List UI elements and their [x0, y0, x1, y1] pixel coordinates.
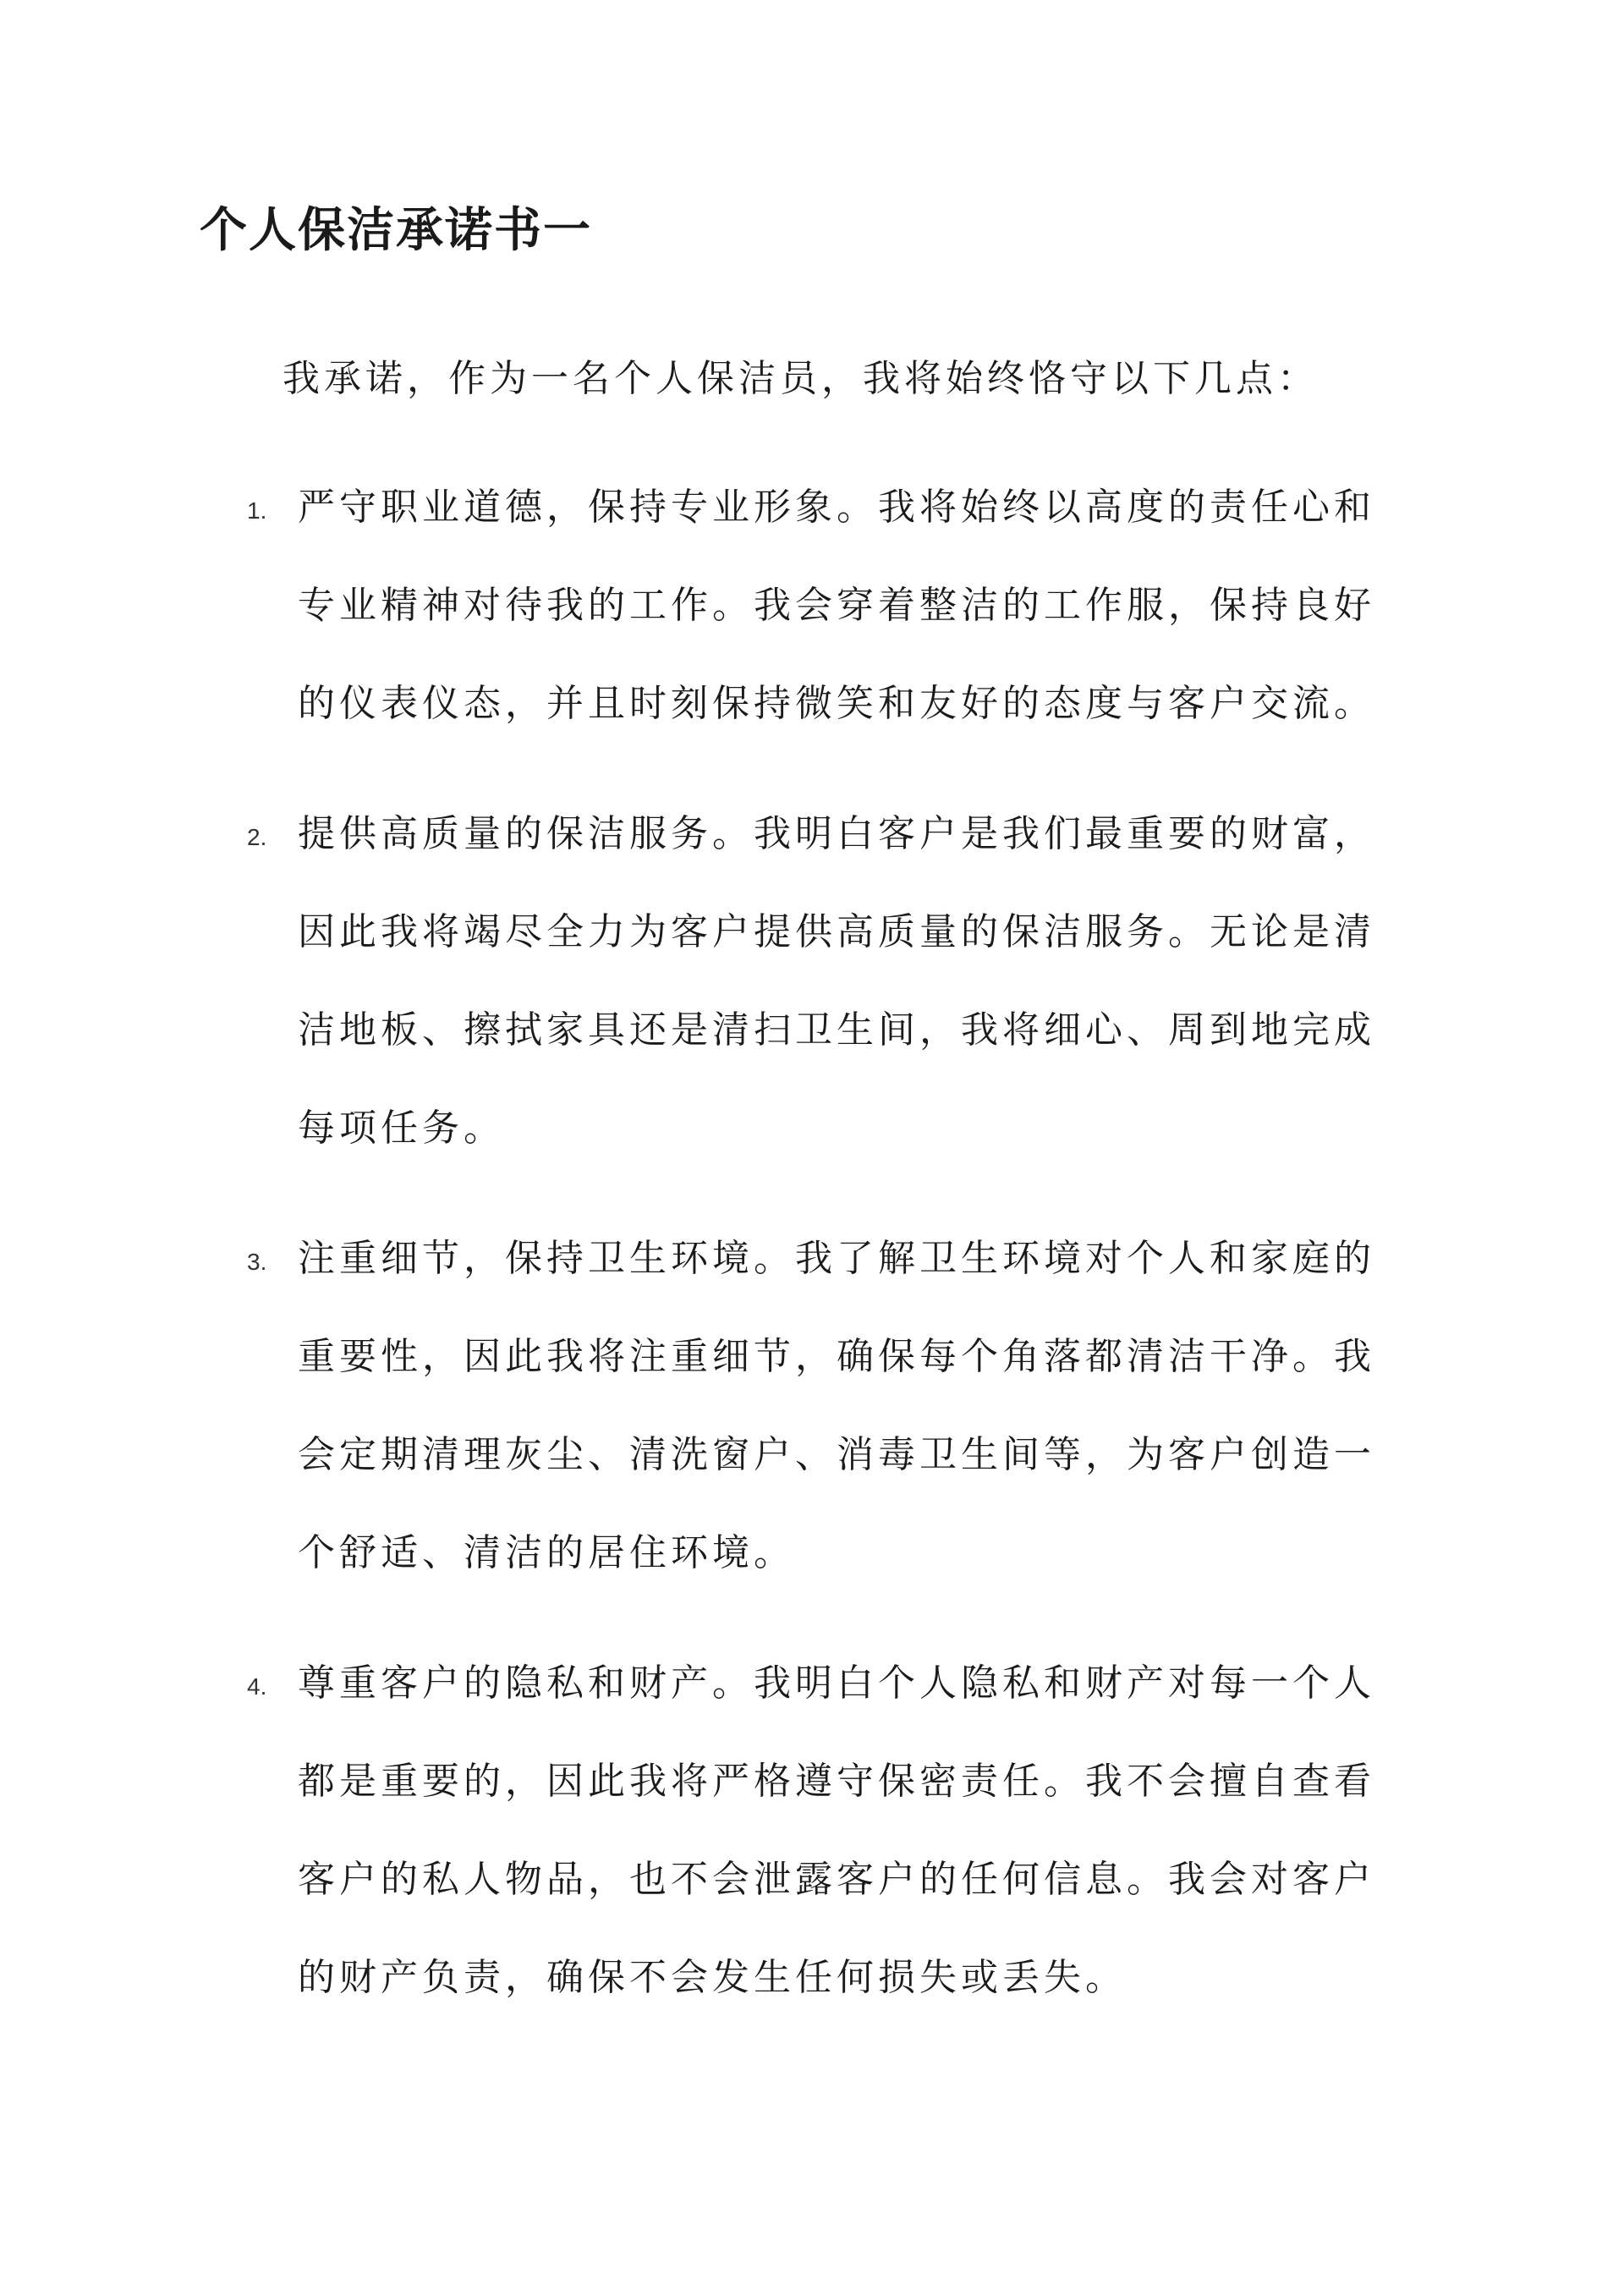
text-line: 尊重客户的隐私和财产。我明白个人隐私和财产对每一个人: [298, 1662, 1375, 1705]
text-line: 的财产负责，确保不会发生任何损失或丢失。: [298, 1956, 1127, 1999]
text-line: 客户的私人物品，也不会泄露客户的任何信息。我会对客户: [298, 1858, 1375, 1901]
text-line: 专业精神对待我的工作。我会穿着整洁的工作服，保持良好: [298, 584, 1375, 627]
list-item-number: 2.: [247, 824, 267, 850]
text-line: 因此我将竭尽全力为客户提供高质量的保洁服务。无论是清: [298, 910, 1375, 953]
text-line: 提供高质量的保洁服务。我明白客户是我们最重要的财富，: [298, 812, 1375, 855]
intro-paragraph: 我承诺，作为一名个人保洁员，我将始终恪守以下几点：: [283, 357, 1319, 400]
list-item-number: 3.: [247, 1249, 267, 1275]
list-item-text: [298, 1225, 1431, 1618]
text-line: 重要性，因此我将注重细节，确保每个角落都清洁干净。我: [298, 1335, 1375, 1378]
list-item-number: 1.: [247, 497, 267, 524]
text-line: 严守职业道德，保持专业形象。我将始终以高度的责任心和: [298, 486, 1375, 529]
text-line: 个舒适、清洁的居住环境。: [298, 1531, 795, 1574]
list-item-text: [298, 474, 1431, 768]
text-line: 注重细节，保持卫生环境。我了解卫生环境对个人和家庭的: [298, 1237, 1375, 1280]
document-title: 个人保洁承诺书一: [200, 202, 592, 258]
list-item-text: [298, 1650, 1431, 2042]
text-line: 会定期清理灰尘、清洗窗户、消毒卫生间等，为客户创造一: [298, 1433, 1375, 1476]
text-line: 洁地板、擦拭家具还是清扫卫生间，我将细心、周到地完成: [298, 1008, 1375, 1052]
list-item-number: 4.: [247, 1673, 267, 1700]
text-line: 的仪表仪态，并且时刻保持微笑和友好的态度与客户交流。: [298, 682, 1375, 725]
text-line: 每项任务。: [298, 1107, 505, 1150]
list-item-text: [298, 800, 1431, 1193]
text-line: 都是重要的，因此我将严格遵守保密责任。我不会擅自查看: [298, 1760, 1375, 1803]
